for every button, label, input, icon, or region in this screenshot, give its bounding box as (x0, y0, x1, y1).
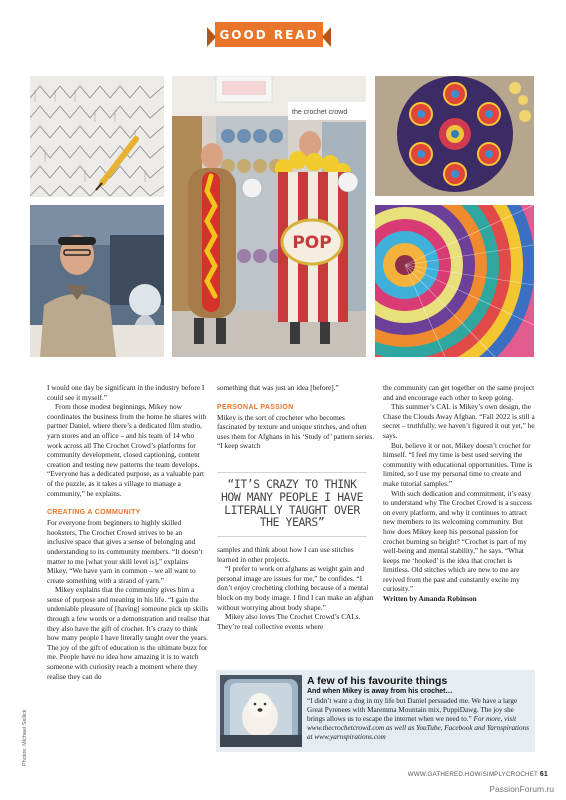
col2-paragraph-5: Mikey also loves The Crochet Crowd’s CALs. They’re real collective events where (217, 612, 361, 631)
banner-label: GOOD READ (219, 27, 319, 42)
photo-costumes-store (172, 76, 366, 357)
banner-ribbon (215, 22, 323, 47)
photo-pattern-sketch (30, 76, 164, 197)
store-sign: the crochet crowd (292, 109, 348, 116)
pull-quote: “IT’S CRAZY TO THINK HOW MANY PEOPLE I HAVE LITERALLY TAUGHT OVER THE YEARS” (220, 477, 364, 530)
col2-paragraph-2: Mikey is the sort of crocheter who becomes fascinated by texture and unique stitches, and often uses them for Afghans in his ‘Study of’ pattern series. “I keep swatch (217, 412, 375, 451)
col1-paragraph-1: I would one day be significant in the industry before I could see it myself.” (47, 383, 205, 402)
col3-paragraph-4: With such dedication and commitment, it’s easy to understand why The Crochet Crowd is a success on every platform, and why it continues to attract new members to its welcoming community. But how does Mikey keep his personal passion for crochet burning so bright? “Crochet is part of my well-being and mental stability,” he says. “What keeps me ‘hooked’ is the idea that crochet is limitless. Old stitches which are new to me are revived from the past and constantly excite my curiosity.” (383, 488, 533, 594)
favourite-things-text (307, 675, 532, 742)
byline: Written by Amanda Robinson (383, 594, 477, 604)
heading-creating-community: CREATING A COMMUNITY (47, 509, 141, 517)
photo-mandala-afghan (375, 205, 534, 357)
footer-url: WWW.GATHERED.HOW/SIMPLYCROCHET (407, 771, 538, 778)
photo-credit: Photos: Michael Sellick (22, 709, 28, 766)
col1-paragraph-3: For everyone from beginners to highly skilled hooksters, The Crochet Crowd strives to be an inclusive space that gives a sense of belonging and understanding to its community members. “It doesn’t matter to me [what your skill level is],” explains Mikey. “We have yarn in common – we all want to create something with a strand of yarn.” (47, 518, 203, 585)
favourite-things-box (216, 670, 535, 752)
watermark: PassionForum.ru (489, 784, 554, 794)
heading-personal-passion: PERSONAL PASSION (217, 403, 294, 411)
favourite-quote: “I didn’t want a dog in my life but Daniel persuaded me. We have a large Great Pyrenees with Maremma Mountain mix, PuppiDawg. The joy she brings allows us to escape the internet when we need to.” (307, 697, 518, 723)
favourite-subtitle: And when Mikey is away from his crochet… (307, 688, 453, 695)
column-2-continued (217, 545, 375, 631)
favourite-more-info: For more, visit www.thecrochetcrowd.com as well as YouTube, Facebook and Yarnspirations at www.yarnspirations.com (307, 715, 530, 741)
quote-rule-bottom (217, 536, 367, 537)
col3-paragraph-2: This summer’s CAL is Mikey’s own design, the Chase the Clouds Away Afghan. “Fall 2022 is still a secret – truthfully, we haven’t figured it out yet,” he says. (383, 402, 535, 440)
good-read-banner (207, 22, 331, 47)
col2-paragraph-1: something that was just an idea [before].” (217, 383, 339, 392)
column-2 (217, 383, 375, 451)
column-3 (383, 383, 537, 604)
favourite-body (307, 697, 532, 742)
col2-paragraph-3: samples and think about how I can use stitches learned in other projects. (217, 545, 354, 564)
page-footer (408, 771, 548, 778)
photo-mikey-headphones (30, 205, 164, 357)
favourite-title: A few of his favourite things (307, 675, 448, 687)
col3-paragraph-3: But, believe it or not, Mikey doesn’t crochet for himself. “I feel my time is best used serving the community with educational opportunities. Time is limited, so I use my personal time to create and make tutorial samples.” (383, 440, 533, 488)
quote-rule-top (217, 472, 367, 473)
col3-paragraph-1: the community can get together on the same project and and encourage each other to keep going. (383, 383, 535, 402)
col1-paragraph-4: Mikey explains that the community gives him a sense of purpose and meaning in his life. “I gain the undeniable pleasure of [having] someone pick up skills through a few words or a demonstration and realise that they also have the gift of crochet. It’s crazy to think how many people I have literally taught over the years. The joy of the gift of education is the ultimate buzz for me. People have no idea how amazing it is to watch someone with curiosity reach a moment where they realise they can do (47, 585, 210, 681)
col2-paragraph-4: “I prefer to work on afghans as weight gain and personal image are issues for me,” he confides. “I don’t enjoy crocheting clothing because of a mental block on my body image. I find I can make an afghan without worrying about body shape.” (217, 564, 374, 612)
photo-dog-in-car (220, 675, 302, 747)
photo-star-afghan (375, 76, 534, 196)
page-number: 61 (539, 771, 548, 778)
banner-tail-right (322, 27, 331, 47)
col1-paragraph-2: From those modest beginnings, Mikey now coordinates the business from the home he shares with partner Daniel, where there’s a dedicated film studio, yarn stores and an office – and his team of 14 who work across all The Crochet Crowd’s platforms for community development, closed captioning, content creation and testing new patterns the team develops. “Everyone has a dedicated purpose, as a valuable part of the puzzle, as it takes a village to manage a community,” he explains. (47, 402, 207, 498)
column-1 (47, 383, 210, 681)
svg-text:POP: POP (292, 233, 332, 253)
